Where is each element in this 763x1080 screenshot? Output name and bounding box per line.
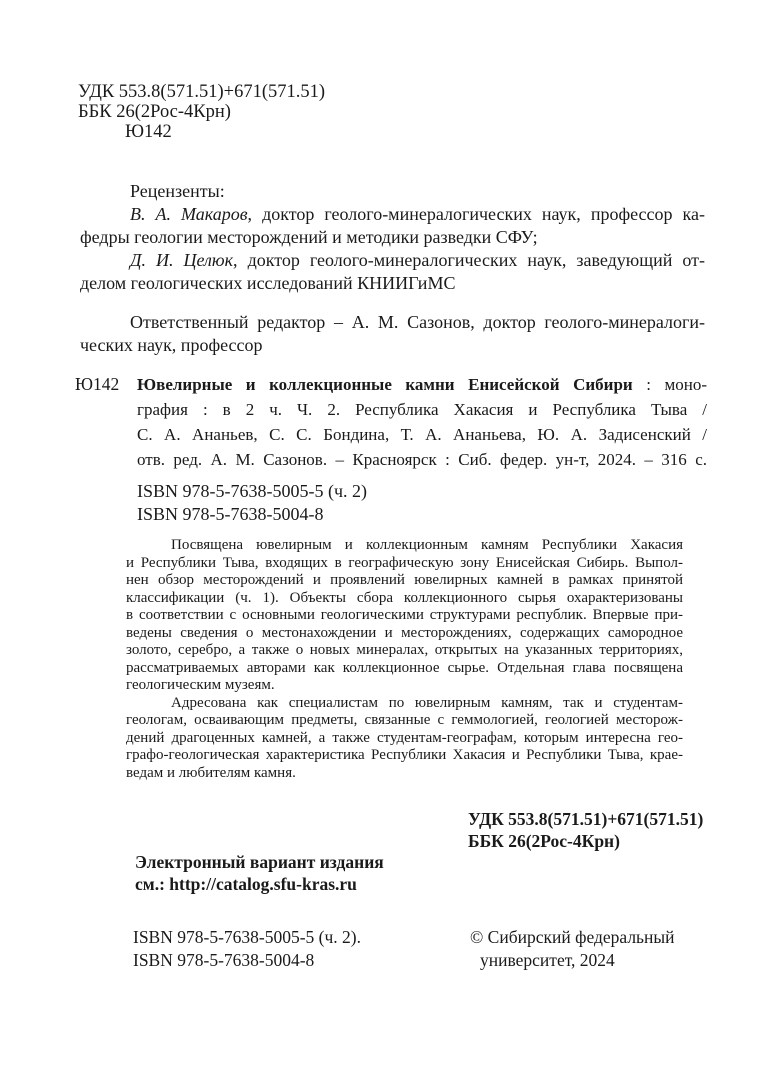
copyright-block — [470, 926, 675, 972]
annotation-p2-line: Адресована как специалистам по ювелирным камням, так и студентам- — [171, 694, 683, 711]
editor-block — [80, 311, 705, 357]
isbn-bottom-block — [133, 926, 361, 972]
isbn-full-edition: ISBN 978-5-7638-5004-8 — [137, 504, 324, 524]
catalog-line-1-rest: : моно- — [632, 375, 707, 394]
book-title: Ювелирные и коллекционные камни Енисейской Сибири — [137, 375, 633, 394]
annotation-p1-line: ведены сведения о местонахождении и месторождениях, содержащих самородное — [126, 624, 683, 641]
reviewer-1-degree: , доктор геолого-минералогических наук, профессор ка- — [247, 204, 705, 224]
catalog-line-4: отв. ред. А. М. Сазонов. – Красноярск : Сиб. федер. ун-т, 2024. – 316 с. — [137, 450, 707, 469]
annotation-p2-line: графо-геологическая характеристика Республики Хакасия и Республики Тыва, крае- — [126, 747, 683, 763]
reviewer-1-name: В. А. Макаров — [130, 204, 248, 224]
author-mark: Ю142 — [125, 122, 172, 142]
udk-code: УДК 553.8(571.51)+671(571.51) — [78, 82, 326, 102]
annotation-p1-line: золото, серебро, а также о новых минералах, открытых на указанных территориях, — [126, 642, 683, 658]
catalog-line-1 — [137, 372, 707, 397]
reviewer-1-line-1 — [80, 203, 705, 226]
reviewer-2-name: Д. И. Целюк — [130, 250, 234, 270]
bbk-code-bottom: ББК 26(2Рос-4Крн) — [468, 831, 620, 851]
annotation-p1-line: нен обзор месторождений и проявлений ювелирных камней в рамках принятой — [126, 572, 683, 588]
catalog-line-2: графия : в 2 ч. Ч. 2. Республика Хакасия и Республика Тыва / — [137, 400, 707, 419]
reviewers-block — [80, 180, 705, 295]
annotation-p1-line: классификации (ч. 1). Объекты сбора коллекционного сырья охарактеризованы — [126, 589, 683, 606]
annotation-p1-line: и Республики Тыва, входящих в географическую зону Енисейская Сибирь. Выпол- — [126, 554, 683, 571]
copyright-line-1: © Сибирский федеральный — [470, 927, 675, 947]
annotation-p1-line: рассматриваемых авторами как коллекционное сырье. Отдельная глава посвящена — [126, 659, 683, 676]
editor-line-1: Ответственный редактор – А. М. Сазонов, доктор геолого-минералоги- — [130, 312, 705, 332]
catalog-entry-block — [75, 372, 707, 472]
isbn-part-2-bottom: ISBN 978-5-7638-5005-5 (ч. 2). — [133, 927, 362, 947]
electronic-edition-label: Электронный вариант издания — [135, 852, 384, 872]
reviewer-2-line-1 — [80, 249, 705, 272]
catalog-url: см.: http://catalog.sfu-kras.ru — [135, 874, 357, 894]
reviewer-2-degree: , доктор геолого-минералогических наук, заведующий от- — [233, 250, 706, 270]
annotation-p2-line: геологам, осваивающим предметы, связанные с геммологией, геологией месторож- — [126, 712, 683, 728]
annotation-block — [126, 537, 683, 782]
annotation-p1-line: геологическим музеям. — [126, 677, 275, 693]
udk-code-bottom: УДК 553.8(571.51)+671(571.51) — [468, 809, 704, 829]
copyright-line-2: университет, 2024 — [480, 950, 615, 970]
isbn-full-edition-bottom: ISBN 978-5-7638-5004-8 — [133, 950, 315, 970]
header-codes-block — [78, 82, 325, 142]
annotation-p2-line: дений драгоценных камней, а также студентам-географам, которым интересна гео- — [126, 729, 683, 746]
isbn-top-block — [137, 480, 367, 526]
catalog-author-mark: Ю142 — [75, 374, 120, 394]
reviewers-heading: Рецензенты: — [130, 181, 225, 201]
bbk-code: ББК 26(2Рос-4Крн) — [78, 102, 231, 122]
catalog-line-3: С. А. Ананьев, С. С. Бондина, Т. А. Ананьева, Ю. А. Задисенский / — [137, 425, 707, 444]
bottom-codes-block — [468, 808, 703, 852]
electronic-edition-block — [135, 851, 384, 895]
editor-line-2: ческих наук, профессор — [80, 335, 263, 355]
annotation-p2-line: ведам и любителям камня. — [126, 764, 296, 781]
annotation-p1-line: Посвящена ювелирным и коллекционным камням Республики Хакасия — [171, 537, 683, 553]
annotation-p1-line: в соответствии с основными геологическими структурами республик. Впервые при- — [126, 607, 683, 623]
isbn-part-2: ISBN 978-5-7638-5005-5 (ч. 2) — [137, 481, 368, 501]
reviewer-1-line-2: федры геологии месторождений и методики разведки СФУ; — [80, 227, 538, 247]
reviewer-2-line-2: делом геологических исследований КНИИГиМС — [80, 273, 456, 293]
